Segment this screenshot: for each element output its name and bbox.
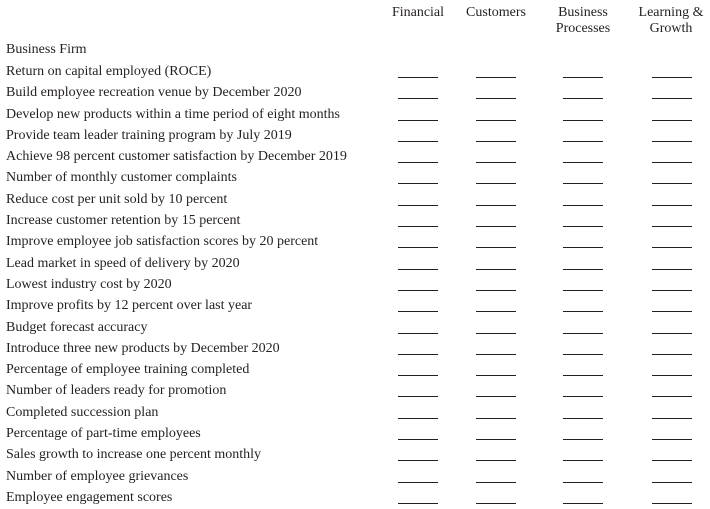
item-label: Employee engagement scores xyxy=(6,489,173,505)
item-label: Number of employee grievances xyxy=(6,468,189,484)
answer-blank-financial[interactable] xyxy=(398,269,438,270)
answer-blank-business-processes[interactable] xyxy=(563,98,603,99)
answer-blank-customers[interactable] xyxy=(476,396,516,397)
item-label: Budget forecast accuracy xyxy=(6,319,148,335)
item-label: Develop new products within a time period of eight months xyxy=(6,106,340,122)
item-label: Improve employee job satisfaction scores by 20 percent xyxy=(6,234,319,250)
answer-blank-learning-growth[interactable] xyxy=(652,311,692,312)
item-list xyxy=(0,62,710,509)
header-learning-growth-line2: Growth xyxy=(649,21,693,36)
answer-blank-learning-growth[interactable] xyxy=(652,247,692,248)
answer-blank-business-processes[interactable] xyxy=(563,354,603,355)
answer-blank-learning-growth[interactable] xyxy=(652,269,692,270)
item-label: Percentage of part-time employees xyxy=(6,426,201,442)
answer-blank-customers[interactable] xyxy=(476,120,516,121)
item-label: Number of monthly customer complaints xyxy=(6,170,237,186)
answer-blank-customers[interactable] xyxy=(476,375,516,376)
answer-blank-learning-growth[interactable] xyxy=(652,375,692,376)
item-row xyxy=(0,168,710,189)
item-row xyxy=(0,339,710,360)
answer-blank-customers[interactable] xyxy=(476,418,516,419)
answer-blank-learning-growth[interactable] xyxy=(652,162,692,163)
answer-blank-customers[interactable] xyxy=(476,354,516,355)
answer-blank-financial[interactable] xyxy=(398,439,438,440)
answer-blank-customers[interactable] xyxy=(476,503,516,504)
item-row xyxy=(0,126,710,147)
item-row xyxy=(0,211,710,232)
header-customers xyxy=(462,5,530,21)
answer-blank-customers[interactable] xyxy=(476,98,516,99)
item-label: Percentage of employee training completed xyxy=(6,362,250,378)
answer-blank-business-processes[interactable] xyxy=(563,77,603,78)
answer-blank-business-processes[interactable] xyxy=(563,269,603,270)
item-row xyxy=(0,83,710,104)
item-row xyxy=(0,381,710,402)
item-label: Provide team leader training program by July 2019 xyxy=(6,127,292,143)
answer-blank-financial[interactable] xyxy=(398,354,438,355)
answer-blank-learning-growth[interactable] xyxy=(652,354,692,355)
answer-blank-financial[interactable] xyxy=(398,418,438,419)
answer-blank-business-processes[interactable] xyxy=(563,183,603,184)
item-label: Lead market in speed of delivery by 2020 xyxy=(6,255,240,271)
answer-blank-customers[interactable] xyxy=(476,290,516,291)
answer-blank-customers[interactable] xyxy=(476,141,516,142)
item-label: Increase customer retention by 15 percent xyxy=(6,213,241,229)
answer-blank-business-processes[interactable] xyxy=(563,333,603,334)
item-row xyxy=(0,488,710,509)
answer-blank-financial[interactable] xyxy=(398,311,438,312)
answer-blank-customers[interactable] xyxy=(476,183,516,184)
answer-blank-learning-growth[interactable] xyxy=(652,205,692,206)
item-row xyxy=(0,424,710,445)
answer-blank-customers[interactable] xyxy=(476,333,516,334)
answer-blank-learning-growth[interactable] xyxy=(652,396,692,397)
answer-blank-customers[interactable] xyxy=(476,226,516,227)
answer-blank-learning-growth[interactable] xyxy=(652,226,692,227)
answer-blank-financial[interactable] xyxy=(398,205,438,206)
header-financial xyxy=(391,5,445,21)
header-business-processes-line1: Business xyxy=(558,5,608,20)
answer-blank-customers[interactable] xyxy=(476,205,516,206)
answer-blank-learning-growth[interactable] xyxy=(652,460,692,461)
answer-blank-business-processes[interactable] xyxy=(563,439,603,440)
answer-blank-learning-growth[interactable] xyxy=(652,98,692,99)
answer-blank-business-processes[interactable] xyxy=(563,375,603,376)
answer-blank-business-processes[interactable] xyxy=(563,418,603,419)
answer-blank-customers[interactable] xyxy=(476,269,516,270)
answer-blank-learning-growth[interactable] xyxy=(652,418,692,419)
answer-blank-learning-growth[interactable] xyxy=(652,503,692,504)
item-row xyxy=(0,318,710,339)
answer-blank-learning-growth[interactable] xyxy=(652,183,692,184)
answer-blank-learning-growth[interactable] xyxy=(652,290,692,291)
answer-blank-learning-growth[interactable] xyxy=(652,141,692,142)
answer-blank-financial[interactable] xyxy=(398,396,438,397)
item-row xyxy=(0,232,710,253)
item-row xyxy=(0,62,710,83)
answer-blank-financial[interactable] xyxy=(398,460,438,461)
item-label: Build employee recreation venue by December 2020 xyxy=(6,85,302,101)
answer-blank-financial[interactable] xyxy=(398,482,438,483)
answer-blank-financial[interactable] xyxy=(398,290,438,291)
item-row xyxy=(0,105,710,126)
answer-blank-learning-growth[interactable] xyxy=(652,333,692,334)
answer-blank-financial[interactable] xyxy=(398,120,438,121)
item-label: Improve profits by 12 percent over last year xyxy=(6,298,253,314)
answer-blank-customers[interactable] xyxy=(476,439,516,440)
item-label: Completed succession plan xyxy=(6,404,159,420)
item-label: Reduce cost per unit sold by 10 percent xyxy=(6,191,228,207)
header-business-processes xyxy=(550,5,616,37)
answer-blank-learning-growth[interactable] xyxy=(652,120,692,121)
item-row xyxy=(0,360,710,381)
answer-blank-business-processes[interactable] xyxy=(563,460,603,461)
answer-blank-financial[interactable] xyxy=(398,503,438,504)
answer-blank-business-processes[interactable] xyxy=(563,162,603,163)
section-title: Business Firm xyxy=(6,42,87,57)
item-row xyxy=(0,147,710,168)
item-row xyxy=(0,445,710,466)
item-label: Achieve 98 percent customer satisfaction by December 2019 xyxy=(6,149,347,165)
item-row xyxy=(0,403,710,424)
answer-blank-business-processes[interactable] xyxy=(563,503,603,504)
item-label: Lowest industry cost by 2020 xyxy=(6,276,172,292)
answer-blank-business-processes[interactable] xyxy=(563,247,603,248)
item-label: Introduce three new products by December 2020 xyxy=(6,340,280,356)
item-row xyxy=(0,467,710,488)
answer-blank-learning-growth[interactable] xyxy=(652,77,692,78)
answer-blank-business-processes[interactable] xyxy=(563,311,603,312)
item-row xyxy=(0,190,710,211)
item-row xyxy=(0,275,710,296)
header-customers-label: Customers xyxy=(466,5,526,20)
answer-blank-financial[interactable] xyxy=(398,141,438,142)
item-label: Number of leaders ready for promotion xyxy=(6,383,227,399)
answer-blank-financial[interactable] xyxy=(398,183,438,184)
answer-blank-financial[interactable] xyxy=(398,77,438,78)
answer-blank-financial[interactable] xyxy=(398,375,438,376)
header-learning-growth-line1: Learning & xyxy=(638,5,704,20)
answer-blank-financial[interactable] xyxy=(398,226,438,227)
header-financial-label: Financial xyxy=(391,5,445,20)
answer-blank-business-processes[interactable] xyxy=(563,396,603,397)
answer-blank-business-processes[interactable] xyxy=(563,205,603,206)
answer-blank-customers[interactable] xyxy=(476,162,516,163)
answer-blank-business-processes[interactable] xyxy=(563,482,603,483)
answer-blank-customers[interactable] xyxy=(476,77,516,78)
answer-blank-learning-growth[interactable] xyxy=(652,439,692,440)
answer-blank-financial[interactable] xyxy=(398,247,438,248)
answer-blank-business-processes[interactable] xyxy=(563,290,603,291)
item-row xyxy=(0,296,710,317)
answer-blank-business-processes[interactable] xyxy=(563,120,603,121)
header-business-processes-line2: Processes xyxy=(555,21,611,36)
answer-blank-customers[interactable] xyxy=(476,311,516,312)
answer-blank-business-processes[interactable] xyxy=(563,141,603,142)
answer-blank-customers[interactable] xyxy=(476,460,516,461)
item-label: Sales growth to increase one percent monthly xyxy=(6,447,262,463)
answer-blank-business-processes[interactable] xyxy=(563,226,603,227)
answer-blank-customers[interactable] xyxy=(476,482,516,483)
answer-blank-financial[interactable] xyxy=(398,162,438,163)
item-label: Return on capital employed (ROCE) xyxy=(6,64,212,79)
answer-blank-learning-growth[interactable] xyxy=(652,482,692,483)
item-row xyxy=(0,254,710,275)
header-learning-growth xyxy=(633,5,709,37)
answer-blank-financial[interactable] xyxy=(398,98,438,99)
answer-blank-customers[interactable] xyxy=(476,247,516,248)
answer-blank-financial[interactable] xyxy=(398,333,438,334)
